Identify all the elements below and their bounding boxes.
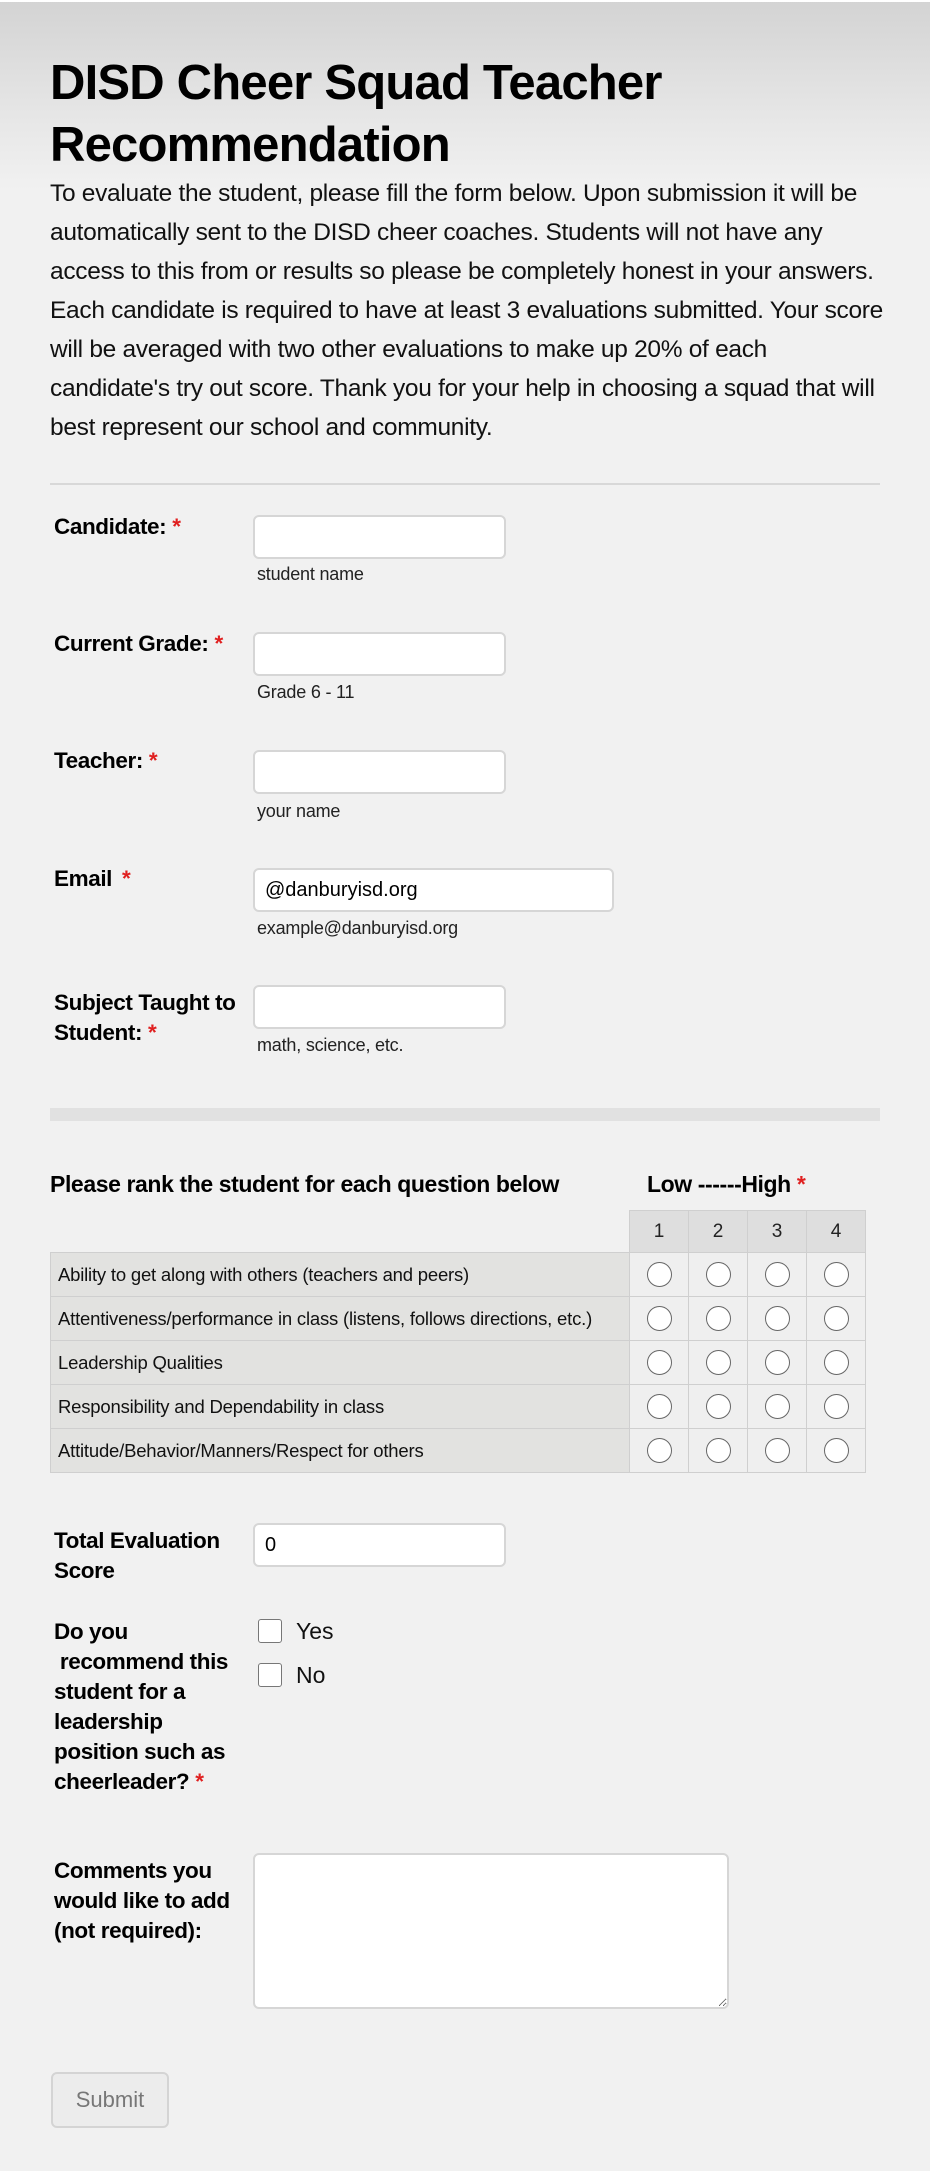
grade-input[interactable] bbox=[253, 632, 506, 676]
rating-radio-4[interactable] bbox=[824, 1438, 849, 1463]
teacher-sublabel: your name bbox=[257, 801, 341, 821]
rating-radio-3[interactable] bbox=[765, 1350, 790, 1375]
comments-label bbox=[54, 1856, 249, 1946]
matrix-cell bbox=[689, 1253, 748, 1297]
form-description: To evaluate the student, please fill the form below. Upon submission it will be automatically sent to the DISD cheer coaches. Students will not have any access to this from or results so please be completely honest in your answers. Each candidate is required to have at least 3 evaluations submitted. Your score will be averaged with two other evaluations to make up 20% of each candidate's try out score. Thank you for your help in choosing a squad that will best represent our school and community. bbox=[50, 180, 883, 441]
matrix-row bbox=[51, 1297, 866, 1341]
required-marker: * bbox=[122, 866, 131, 891]
candidate-label bbox=[54, 512, 249, 542]
teacher-input[interactable] bbox=[253, 750, 506, 794]
matrix-cell bbox=[807, 1341, 866, 1385]
required-marker: * bbox=[195, 1769, 204, 1794]
subject-label-line2: Student: bbox=[54, 1020, 143, 1045]
matrix-cell bbox=[630, 1341, 689, 1385]
matrix-header-row bbox=[51, 1211, 866, 1253]
rating-radio-3[interactable] bbox=[765, 1438, 790, 1463]
rating-radio-1[interactable] bbox=[647, 1350, 672, 1375]
matrix-cell bbox=[748, 1341, 807, 1385]
matrix-cell bbox=[630, 1429, 689, 1473]
option-label-yes[interactable]: Yes bbox=[296, 1617, 334, 1644]
matrix-cell bbox=[748, 1385, 807, 1429]
column-header-1: 1 bbox=[630, 1211, 689, 1253]
matrix-cell bbox=[807, 1429, 866, 1473]
matrix-cell bbox=[689, 1297, 748, 1341]
total-score-label bbox=[54, 1526, 249, 1586]
candidate-sublabel: student name bbox=[257, 564, 364, 584]
email-sublabel: example@danburyisd.org bbox=[257, 918, 458, 938]
recommend-option-no[interactable] bbox=[258, 1660, 325, 1690]
rating-radio-1[interactable] bbox=[647, 1262, 672, 1287]
rating-radio-2[interactable] bbox=[706, 1350, 731, 1375]
column-header-4: 4 bbox=[807, 1211, 866, 1253]
matrix-cell bbox=[807, 1385, 866, 1429]
rating-radio-1[interactable] bbox=[647, 1306, 672, 1331]
matrix-corner bbox=[51, 1211, 630, 1253]
rating-radio-2[interactable] bbox=[706, 1306, 731, 1331]
matrix-title: Please rank the student for each question below bbox=[50, 1171, 560, 1197]
recommend-label-line: recommend this bbox=[54, 1649, 229, 1674]
matrix-cell bbox=[689, 1429, 748, 1473]
grade-label bbox=[54, 629, 249, 659]
email-label-text: Email bbox=[54, 866, 113, 891]
matrix-row-label: Leadership Qualities bbox=[51, 1341, 630, 1385]
matrix-scale-label bbox=[647, 1169, 805, 1199]
header-divider bbox=[50, 483, 880, 485]
recommend-label bbox=[54, 1617, 249, 1797]
matrix-cell bbox=[630, 1297, 689, 1341]
matrix-row bbox=[51, 1253, 866, 1297]
column-header-2: 2 bbox=[689, 1211, 748, 1253]
rating-radio-4[interactable] bbox=[824, 1262, 849, 1287]
subject-label-line1: Subject Taught to bbox=[54, 990, 236, 1015]
matrix-row-label: Attentiveness/performance in class (listens, follows directions, etc.) bbox=[51, 1297, 630, 1341]
rating-radio-4[interactable] bbox=[824, 1350, 849, 1375]
matrix-row-label: Responsibility and Dependability in class bbox=[51, 1385, 630, 1429]
matrix-cell bbox=[748, 1429, 807, 1473]
option-label-no[interactable]: No bbox=[296, 1661, 326, 1688]
comments-textarea[interactable] bbox=[253, 1853, 729, 2009]
matrix-cell bbox=[630, 1253, 689, 1297]
matrix-cell bbox=[748, 1253, 807, 1297]
rating-radio-3[interactable] bbox=[765, 1306, 790, 1331]
matrix-row bbox=[51, 1385, 866, 1429]
required-marker: * bbox=[148, 748, 158, 773]
recommend-label-line: student for a bbox=[54, 1679, 186, 1704]
total-score-label-line1: Total Evaluation bbox=[54, 1528, 220, 1553]
total-score-input[interactable] bbox=[253, 1523, 506, 1567]
subject-input[interactable] bbox=[253, 985, 506, 1029]
required-marker: * bbox=[214, 631, 223, 656]
matrix-row bbox=[51, 1341, 866, 1385]
rating-radio-3[interactable] bbox=[765, 1394, 790, 1419]
column-header-3: 3 bbox=[748, 1211, 807, 1253]
required-marker: * bbox=[796, 1171, 806, 1197]
section-separator bbox=[50, 1108, 880, 1121]
email-input[interactable] bbox=[253, 868, 614, 912]
rating-radio-3[interactable] bbox=[765, 1262, 790, 1287]
rating-radio-1[interactable] bbox=[647, 1438, 672, 1463]
grade-sublabel: Grade 6 - 11 bbox=[257, 682, 355, 702]
total-score-label-line2: Score bbox=[54, 1558, 115, 1583]
rating-radio-2[interactable] bbox=[706, 1394, 731, 1419]
matrix-row-label: Attitude/Behavior/Manners/Respect for others bbox=[51, 1429, 630, 1473]
matrix-cell bbox=[807, 1297, 866, 1341]
subject-label bbox=[54, 988, 249, 1048]
rating-radio-4[interactable] bbox=[824, 1306, 849, 1331]
required-marker: * bbox=[148, 1020, 157, 1045]
checkbox-yes[interactable] bbox=[258, 1619, 282, 1643]
email-label bbox=[54, 864, 249, 894]
comments-label-line: (not required): bbox=[54, 1918, 202, 1943]
recommend-option-yes[interactable] bbox=[258, 1616, 334, 1646]
rating-radio-2[interactable] bbox=[706, 1438, 731, 1463]
grade-label-text: Current Grade: bbox=[54, 631, 209, 656]
scale-label-text: Low ------High bbox=[647, 1171, 791, 1197]
matrix-cell bbox=[630, 1385, 689, 1429]
matrix-cell bbox=[689, 1385, 748, 1429]
recommend-label-line: cheerleader? bbox=[54, 1769, 190, 1794]
teacher-label bbox=[54, 746, 249, 776]
candidate-input[interactable] bbox=[253, 515, 506, 559]
top-edge bbox=[0, 0, 930, 2]
matrix-row bbox=[51, 1429, 866, 1473]
submit-button[interactable]: Submit bbox=[51, 2072, 169, 2128]
recommend-label-line: position such as bbox=[54, 1739, 226, 1764]
comments-label-line: would like to add bbox=[54, 1888, 230, 1913]
matrix-cell bbox=[807, 1253, 866, 1297]
rating-radio-2[interactable] bbox=[706, 1262, 731, 1287]
candidate-label-text: Candidate: bbox=[54, 514, 167, 539]
recommend-label-line: leadership bbox=[54, 1709, 163, 1734]
matrix-cell bbox=[689, 1341, 748, 1385]
matrix-cell bbox=[748, 1297, 807, 1341]
rating-radio-1[interactable] bbox=[647, 1394, 672, 1419]
rating-matrix bbox=[50, 1210, 866, 1473]
teacher-label-text: Teacher: bbox=[54, 748, 143, 773]
subject-sublabel: math, science, etc. bbox=[257, 1035, 404, 1055]
checkbox-no[interactable] bbox=[258, 1663, 282, 1687]
matrix-row-label: Ability to get along with others (teachers and peers) bbox=[51, 1253, 630, 1297]
recommend-label-line: Do you bbox=[54, 1619, 128, 1644]
rating-radio-4[interactable] bbox=[824, 1394, 849, 1419]
required-marker: * bbox=[172, 514, 181, 539]
form-title: DISD Cheer Squad Teacher Recommendation bbox=[50, 56, 662, 172]
comments-label-line: Comments you bbox=[54, 1858, 212, 1883]
